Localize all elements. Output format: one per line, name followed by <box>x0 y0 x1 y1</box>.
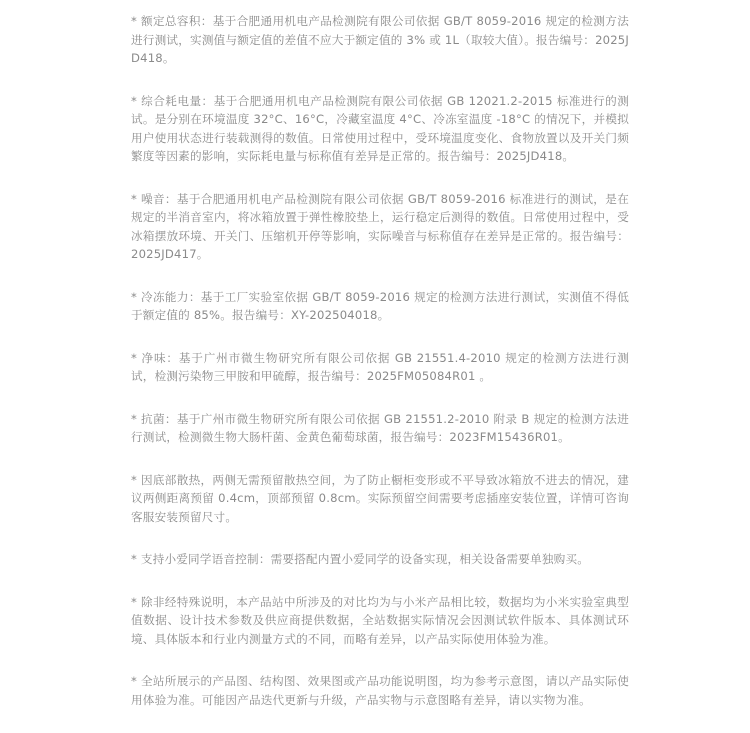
note-comparison-data: * 除非经特殊说明，本产品站中所涉及的对比均为与小米产品相比较，数据均为小米实验室典型值数据、设计技术参数及供应商提供数据，全站数据实际情况会因测试软件版本、具体测试环境、具体版本和行业内测量方式的不同，而略有差异，以产品实际使用体验为准。 <box>131 594 629 646</box>
note-power-consumption: * 综合耗电量：基于合肥通用机电产品检测院有限公司依据 GB 12021.2-2015 标准进行的测试。是分别在环境温度 32°C、16°C，冷藏室温度 4°C、冷冻室温度 -18°C 的情况下，并模拟用户使用状态进行装载测得的数值。日常使用过程中，受环境温度变化、食物放置以及开关门频繁度等因素的影响，实际耗电量与标称值有差异是正常的。报告编号：2025JD418。 <box>131 93 629 163</box>
note-noise: * 噪音：基于合肥通用机电产品检测院有限公司依据 GB/T 8059-2016 标准进行的测试，是在规定的半消音室内，将冰箱放置于弹性橡胶垫上，运行稳定后测得的数值。日常使用过程中，受冰箱摆放环境、开关门、压缩机开停等影响，实际噪音与标称值存在差异是正常的。报告编号：2025JD417。 <box>131 191 629 261</box>
note-voice-control: * 支持小爱同学语音控制：需要搭配内置小爱同学的设备实现，相关设备需要单独购买。 <box>131 552 590 566</box>
product-disclaimer-notes <box>131 12 629 733</box>
note-rated-volume: * 额定总容积：基于合肥通用机电产品检测院有限公司依据 GB/T 8059-2016 规定的检测方法进行测试，实测值与额定值的差值不应大于额定值的 3% 或 1L（取较大值）。报告编号：2025JD418。 <box>131 14 629 65</box>
note-antibacterial: * 抗菌：基于广州市微生物研究所有限公司依据 GB 21551.2-2010 附录 B 规定的检测方法进行测试，检测微生物大肠杆菌、金黄色葡萄球菌，报告编号：2023FM15436R01。 <box>131 411 629 444</box>
note-installation-clearance: * 因底部散热，两侧无需预留散热空间，为了防止橱柜变形或不平导致冰箱放不进去的情况，建议两侧距离预留 0.4cm，顶部预留 0.8cm。实际预留空间需要考虑插座安装位置，详情可咨询客服安装预留尺寸。 <box>131 472 629 524</box>
note-illustration: * 全站所展示的产品图、结构图、效果图或产品功能说明图，均为参考示意图，请以产品实际使用体验为准。可能因产品迭代更新与升级，产品实物与示意图略有差异，请以实物为准。 <box>131 674 629 707</box>
note-deodorization: * 净味：基于广州市微生物研究所有限公司依据 GB 21551.4-2010 规定的检测方法进行测试，检测污染物三甲胺和甲硫醇，报告编号：2025FM05084R01 。 <box>131 350 629 383</box>
note-freezing-capacity: * 冷冻能力：基于工厂实验室依据 GB/T 8059-2016 规定的检测方法进行测试，实测值不得低于额定值的 85%。报告编号：XY-202504018。 <box>131 289 629 322</box>
